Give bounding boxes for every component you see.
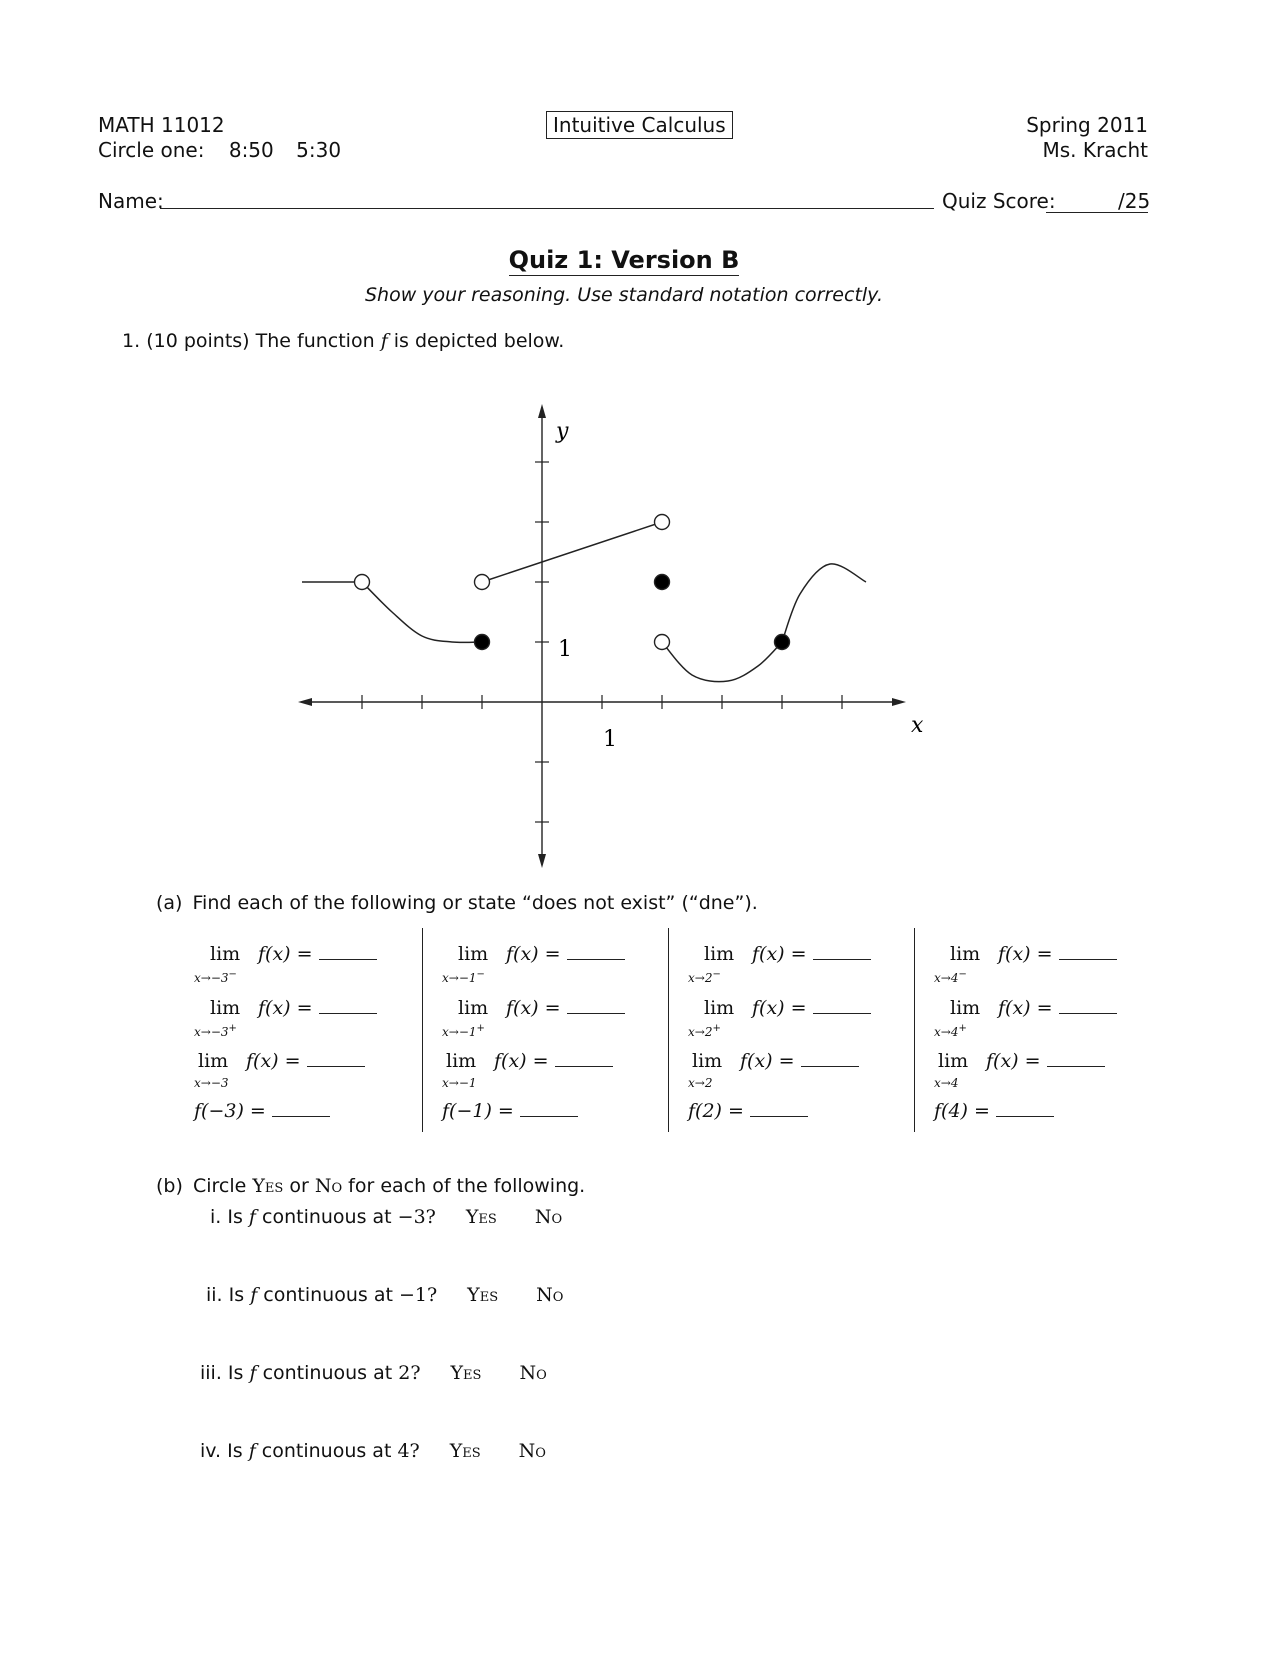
- graph-segment-5: [782, 564, 866, 642]
- column-divider: [422, 928, 423, 1132]
- lim-expression: f(x) =: [258, 943, 377, 965]
- question-function: f: [248, 1440, 256, 1462]
- lim-subscript: x→−1−: [442, 969, 485, 985]
- function-value-label: f(4) =: [934, 1100, 990, 1122]
- limit-answer-blank[interactable]: [1047, 1050, 1105, 1067]
- lim-subscript: x→2: [688, 1076, 713, 1090]
- lim-subscript: x→−3−: [194, 969, 237, 985]
- yes-option[interactable]: Yes: [450, 1362, 482, 1384]
- open-dot: [355, 575, 370, 590]
- y-axis-arrow-down: [538, 854, 546, 868]
- lim-word: lim: [458, 997, 489, 1019]
- question-number: ii.: [206, 1284, 223, 1306]
- function-value-blank[interactable]: [996, 1100, 1054, 1117]
- graph-segment-3: [482, 522, 662, 582]
- question-continuous: continuous at: [255, 1206, 398, 1228]
- time-option-530[interactable]: 5:30: [296, 138, 342, 162]
- open-dot: [655, 515, 670, 530]
- question-function: f: [250, 1284, 258, 1306]
- yes-option[interactable]: Yes: [465, 1206, 497, 1228]
- function-value-label: f(−1) =: [442, 1100, 514, 1122]
- y-axis-label: y: [556, 419, 569, 444]
- column-divider: [668, 928, 669, 1132]
- limit-answer-blank[interactable]: [319, 943, 377, 960]
- lim-subscript: x→−1: [442, 1076, 477, 1090]
- instructor: Ms. Kracht: [1042, 138, 1148, 162]
- limit-answer-blank[interactable]: [813, 997, 871, 1014]
- lim-word: lim: [938, 1050, 969, 1072]
- part-b-no-word: No: [314, 1175, 343, 1197]
- lim-word: lim: [446, 1050, 477, 1072]
- x-axis-arrow-left: [298, 698, 312, 706]
- lim-expression: f(x) =: [752, 997, 871, 1019]
- lim-expression: f(x) =: [998, 943, 1117, 965]
- yes-option[interactable]: Yes: [467, 1284, 499, 1306]
- no-option[interactable]: No: [536, 1284, 564, 1306]
- lim-subscript: x→4+: [934, 1023, 967, 1039]
- question-number: i.: [210, 1206, 222, 1228]
- lim-expression: f(x) =: [246, 1050, 365, 1072]
- part-b-yes-word: Yes: [252, 1175, 284, 1197]
- question-point: −1?: [398, 1284, 438, 1306]
- closed-dot: [775, 635, 790, 650]
- open-dot: [475, 575, 490, 590]
- course-title: Intuitive Calculus: [546, 111, 733, 139]
- function-value: [934, 1100, 1054, 1122]
- one-sided-sign: +: [228, 1023, 237, 1034]
- question-number: iii.: [200, 1362, 222, 1384]
- problem-points: (10 points): [146, 330, 250, 352]
- question-continuous: continuous at: [255, 1440, 398, 1462]
- lim-expression: f(x) =: [998, 997, 1117, 1019]
- x-axis-label: x: [911, 713, 924, 738]
- lim-word: lim: [950, 943, 981, 965]
- course-code: MATH 11012: [98, 113, 225, 137]
- part-b-prompt: [156, 1175, 585, 1197]
- name-label: Name:: [98, 189, 164, 213]
- question-function: f: [248, 1206, 256, 1228]
- part-a-label: (a): [156, 892, 183, 914]
- one-sided-sign: +: [958, 1023, 967, 1034]
- no-option[interactable]: No: [534, 1206, 563, 1228]
- question-function: f: [249, 1362, 257, 1384]
- problem-function-name: f: [380, 330, 388, 352]
- problem-number: 1.: [122, 330, 141, 352]
- lim-subscript: x→2+: [688, 1023, 721, 1039]
- lim-expression: f(x) =: [506, 997, 625, 1019]
- function-value: [442, 1100, 578, 1122]
- lim-expression: f(x) =: [740, 1050, 859, 1072]
- question-point: −3?: [397, 1206, 436, 1228]
- quiz-score-total: /25: [1118, 189, 1151, 213]
- question-continuous: continuous at: [257, 1284, 399, 1306]
- yes-option[interactable]: Yes: [449, 1440, 481, 1462]
- circle-one-label: Circle one:: [98, 138, 205, 162]
- function-value-blank[interactable]: [520, 1100, 578, 1117]
- lim-word: lim: [704, 943, 735, 965]
- quiz-instructions: Show your reasoning. Use standard notation correctly.: [365, 284, 883, 306]
- problem-text-before: The function: [255, 330, 375, 352]
- lim-subscript: x→2−: [688, 969, 721, 985]
- function-value: [194, 1100, 330, 1122]
- part-a-text: Find each of the following or state “does not exist” (“dne”).: [192, 892, 758, 914]
- limit-answer-blank[interactable]: [555, 1050, 613, 1067]
- lim-word: lim: [198, 1050, 229, 1072]
- continuity-question: [200, 1362, 547, 1384]
- lim-word: lim: [950, 997, 981, 1019]
- closed-dot: [655, 575, 670, 590]
- continuity-question: [210, 1206, 562, 1228]
- lim-expression: f(x) =: [494, 1050, 613, 1072]
- limit-answer-blank[interactable]: [319, 997, 377, 1014]
- quiz-title: Quiz 1: Version B: [508, 246, 740, 274]
- part-b-text-post: for each of the following.: [348, 1175, 586, 1197]
- one-sided-sign: −: [476, 969, 485, 980]
- graph-segment-2: [362, 582, 482, 642]
- lim-subscript: x→−3+: [194, 1023, 237, 1039]
- lim-word: lim: [704, 997, 735, 1019]
- function-value-blank[interactable]: [272, 1100, 330, 1117]
- y-axis-arrow-up: [538, 404, 546, 418]
- limit-answer-blank[interactable]: [567, 997, 625, 1014]
- lim-expression: f(x) =: [752, 943, 871, 965]
- question-is: Is: [221, 1362, 250, 1384]
- lim-subscript: x→−1+: [442, 1023, 485, 1039]
- one-sided-sign: −: [228, 969, 237, 980]
- x-axis-arrow-right: [892, 698, 906, 706]
- x-tick-label: 1: [603, 727, 617, 752]
- continuity-question: [206, 1284, 563, 1306]
- function-value-label: f(2) =: [688, 1100, 744, 1122]
- one-sided-sign: −: [958, 969, 967, 980]
- lim-word: lim: [210, 943, 241, 965]
- function-value-label: f(−3) =: [194, 1100, 266, 1122]
- question-point: 2?: [398, 1362, 421, 1384]
- graph-segment-4: [662, 642, 782, 682]
- term: Spring 2011: [1026, 113, 1148, 137]
- lim-subscript: x→−3: [194, 1076, 229, 1090]
- one-sided-sign: +: [712, 1023, 721, 1034]
- quiz-score-label: Quiz Score:: [942, 189, 1056, 213]
- question-is: Is: [221, 1440, 249, 1462]
- y-tick-label: 1: [558, 637, 572, 662]
- limit-answer-blank[interactable]: [567, 943, 625, 960]
- lim-subscript: x→4−: [934, 969, 967, 985]
- lim-word: lim: [210, 997, 241, 1019]
- closed-dot: [475, 635, 490, 650]
- problem-text-after: is depicted below.: [393, 330, 565, 352]
- lim-subscript: x→4: [934, 1076, 959, 1090]
- question-is: Is: [222, 1284, 251, 1306]
- one-sided-sign: +: [476, 1023, 485, 1034]
- lim-word: lim: [458, 943, 489, 965]
- question-number: iv.: [200, 1440, 222, 1462]
- limit-answer-blank[interactable]: [1059, 943, 1117, 960]
- column-divider: [914, 928, 915, 1132]
- lim-expression: f(x) =: [506, 943, 625, 965]
- limit-answer-blank[interactable]: [307, 1050, 365, 1067]
- part-b-text-pre: Circle: [192, 1175, 247, 1197]
- limit-answer-blank[interactable]: [813, 943, 871, 960]
- open-dot: [655, 635, 670, 650]
- lim-word: lim: [692, 1050, 723, 1072]
- question-point: 4?: [397, 1440, 420, 1462]
- function-value-blank[interactable]: [750, 1100, 808, 1117]
- limit-answer-blank[interactable]: [1059, 997, 1117, 1014]
- no-option[interactable]: No: [518, 1440, 546, 1462]
- question-is: Is: [221, 1206, 249, 1228]
- part-b-label: (b): [156, 1175, 183, 1197]
- part-b-or: or: [289, 1175, 309, 1197]
- continuity-question: [200, 1440, 546, 1462]
- part-a-prompt: [156, 892, 758, 914]
- function-value: [688, 1100, 808, 1122]
- limit-answer-blank[interactable]: [801, 1050, 859, 1067]
- no-option[interactable]: No: [519, 1362, 547, 1384]
- one-sided-sign: −: [712, 969, 721, 980]
- lim-expression: f(x) =: [258, 997, 377, 1019]
- question-continuous: continuous at: [256, 1362, 399, 1384]
- lim-expression: f(x) =: [986, 1050, 1105, 1072]
- time-option-850[interactable]: 8:50: [228, 138, 274, 162]
